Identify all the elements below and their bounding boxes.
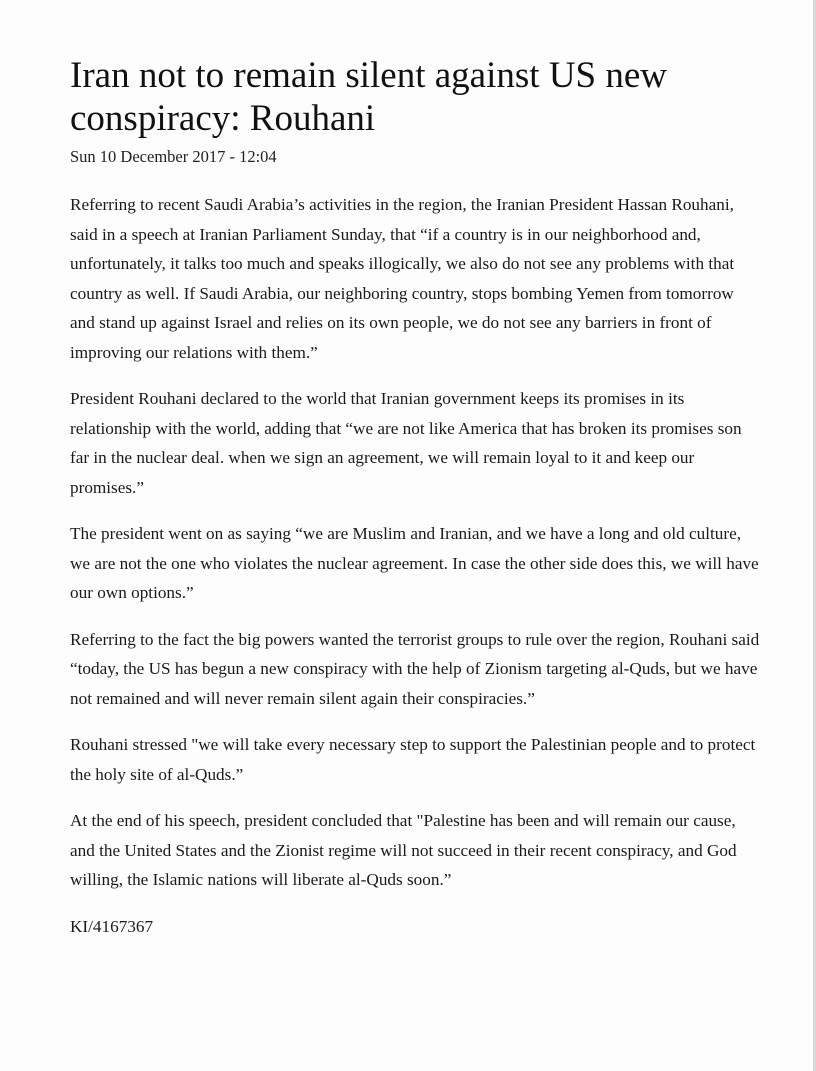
article-paragraph-6: At the end of his speech, president concluded that "Palestine has been and will remain our cause, and the United States and the Zionist regime will not succeed in their recent conspiracy, and God willing, the Islamic nations will liberate al-Quds soon.” <box>70 811 737 889</box>
article-body <box>70 190 760 941</box>
article-paragraph-2: President Rouhani declared to the world that Iranian government keeps its promises in its relationship with the world, adding that “we are not like America that has broken its promises son far in the nuclear deal. when we sign an agreement, we will remain loyal to it and keep our promises.” <box>70 389 742 497</box>
article-paragraph-5: Rouhani stressed "we will take every necessary step to support the Palestinian people and to protect the holy site of al-Quds.” <box>70 735 756 784</box>
article-paragraph-4: Referring to the fact the big powers wanted the terrorist groups to rule over the region, Rouhani said “today, the US has begun a new conspiracy with the help of Zionism targeting al-Quds, but we have not remained and will never remain silent again their conspiracies.” <box>70 629 760 708</box>
article-headline: Iran not to remain silent against US new conspiracy: Rouhani <box>70 55 668 139</box>
article-dateline: Sun 10 December 2017 - 12:04 <box>70 147 277 166</box>
article <box>70 54 760 941</box>
article-paragraph-1: Referring to recent Saudi Arabia’s activities in the region, the Iranian President Hassan Rouhani, said in a speech at Iranian Parliament Sunday, that “if a country is in our neighborhood and, unfortunately, it talks too much and speaks illogically, we also do not see any problems with that country as well. If Saudi Arabia, our neighboring country, stops bombing Yemen from tomorrow and stand up against Israel and relies on its own people, we do not see any barriers in front of improving our relations with them.” <box>70 195 735 362</box>
article-reference-code: KI/4167367 <box>70 916 154 936</box>
article-paragraph-3: The president went on as saying “we are Muslim and Iranian, and we have a long and old culture, we are not the one who violates the nuclear agreement. In case the other side does this, we will have our own options.” <box>70 524 759 602</box>
